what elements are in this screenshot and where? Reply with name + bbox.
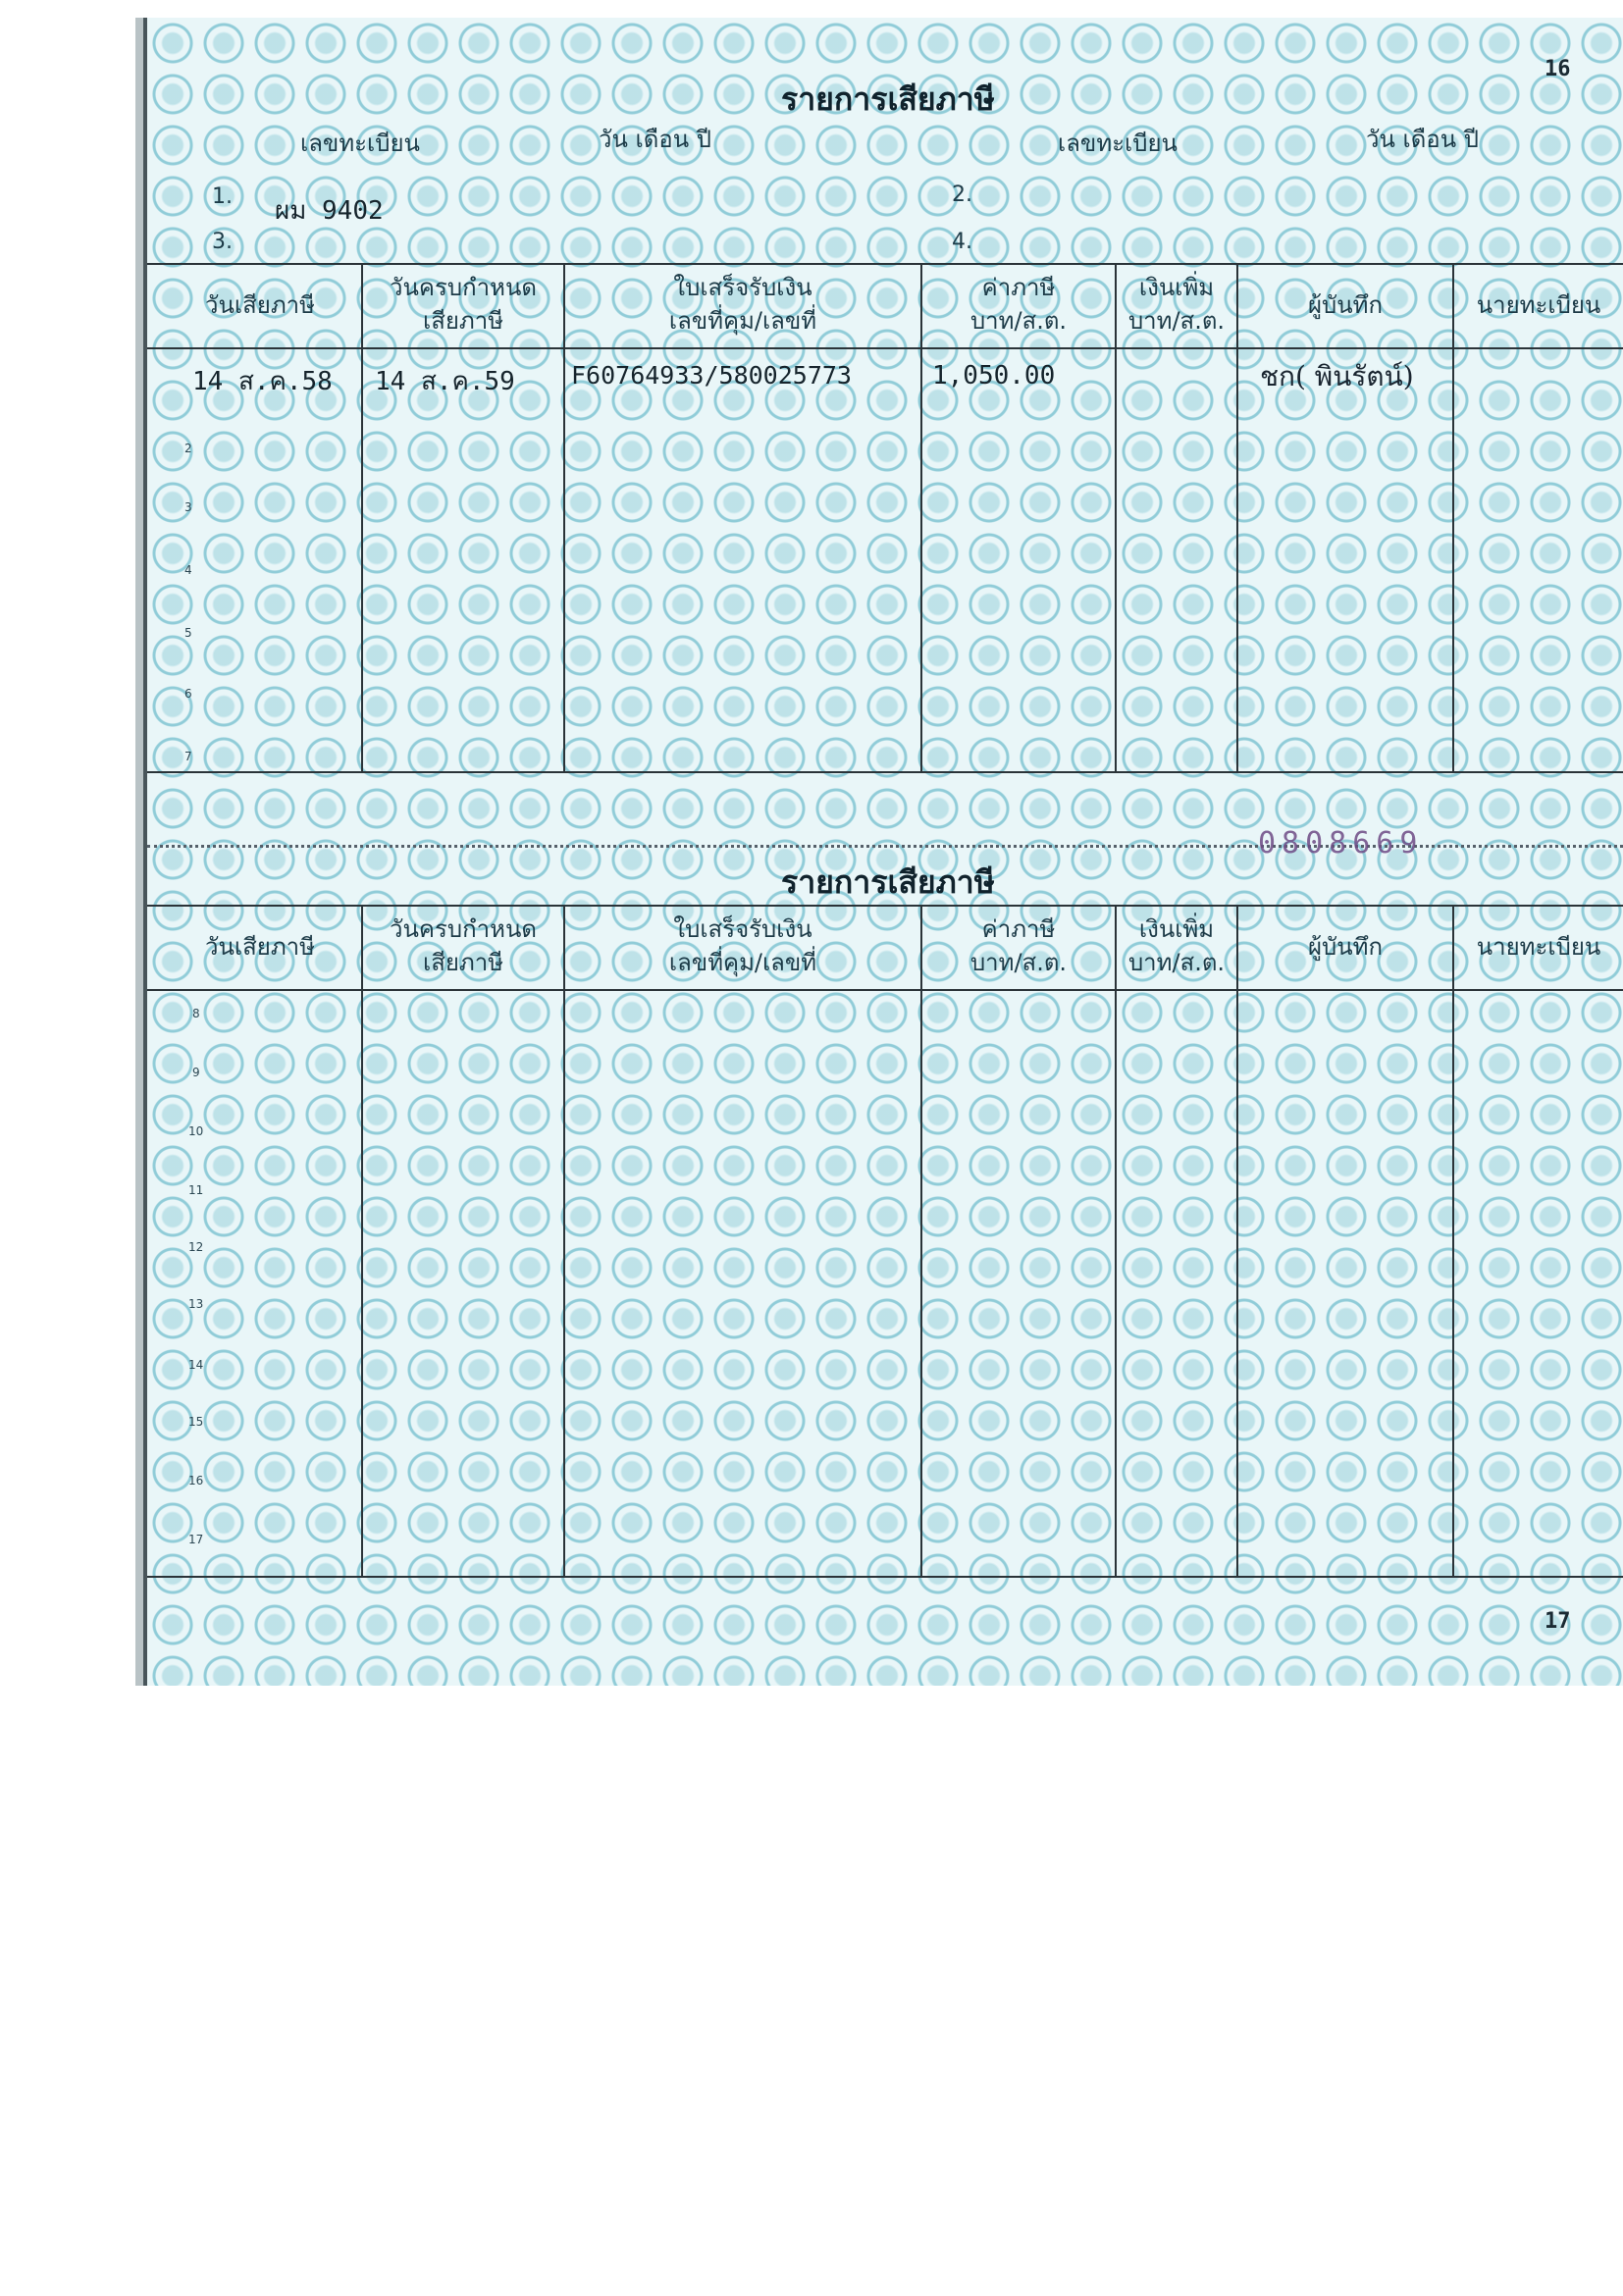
row-number: 2	[184, 442, 192, 455]
row-number: 12	[188, 1240, 204, 1254]
row-number: 15	[188, 1415, 204, 1429]
t1-col-tax-amount-header: ค่าภาษี บาท/ส.ต.	[969, 274, 1068, 335]
row-number: 8	[192, 1007, 200, 1020]
row-number: 11	[188, 1183, 204, 1197]
t1-col-receipt-header: ใบเสร็จรับเงิน เลขที่คุม/เลขที่	[668, 274, 817, 335]
reg-number-1: 1.	[212, 184, 233, 209]
t1-col-registrar-header: นายทะเบียน	[1476, 291, 1601, 319]
row-number: 17	[188, 1533, 204, 1546]
t1-col-due-date-header: วันครบกำหนด เสียภาษี	[390, 274, 537, 335]
t1-col-surcharge-header: เงินเพิ่ม บาท/ส.ต.	[1127, 274, 1226, 335]
table1-col-divider	[1115, 263, 1117, 773]
reg-label-left: เลขทะเบียน	[300, 130, 420, 157]
row-number: 6	[184, 687, 192, 701]
table2-col-divider	[361, 905, 363, 1578]
entry-due-date: 14 ส.ค.59	[375, 367, 515, 396]
table2-col-divider	[920, 905, 922, 1578]
table1-col-divider	[1452, 263, 1454, 773]
date-label-left: วัน เดือน ปี	[599, 126, 711, 153]
reg-number-3: 3.	[212, 230, 233, 254]
table2-bottom-rule	[147, 1576, 1623, 1578]
row-number: 16	[188, 1474, 204, 1487]
row-number: 3	[184, 500, 192, 514]
table2-header-rule	[147, 989, 1623, 991]
t2-col-recorder-header: ผู้บันทึก	[1307, 933, 1384, 961]
entry-tax-date: 14 ส.ค.58	[192, 367, 333, 396]
table1-col-divider	[920, 263, 922, 773]
row-number: 7	[184, 750, 192, 763]
row-number: 5	[184, 626, 192, 640]
t2-col-due-date-header: วันครบกำหนด เสียภาษี	[390, 915, 537, 976]
table1-bottom-rule	[147, 771, 1623, 773]
table2-col-divider	[1115, 905, 1117, 1578]
table1-col-divider	[361, 263, 363, 773]
row-number: 13	[188, 1297, 204, 1311]
table1-top-rule	[147, 263, 1623, 265]
row-number: 4	[184, 563, 192, 577]
table2-col-divider	[1236, 905, 1238, 1578]
row-number: 10	[188, 1124, 204, 1138]
reg-value-1: ผม 9402	[275, 196, 384, 226]
date-label-right: วัน เดือน ปี	[1366, 126, 1479, 153]
t2-col-receipt-header: ใบเสร็จรับเงิน เลขที่คุม/เลขที่	[668, 915, 817, 976]
t1-col-tax-date-header: วันเสียภาษี	[205, 291, 315, 319]
table2-top-rule	[147, 905, 1623, 907]
table2-col-divider	[563, 905, 565, 1578]
table2-col-divider	[1452, 905, 1454, 1578]
reg-number-4: 4.	[952, 230, 972, 254]
t1-col-recorder-header: ผู้บันทึก	[1307, 291, 1384, 319]
t2-col-tax-amount-header: ค่าภาษี บาท/ส.ต.	[969, 915, 1068, 976]
t2-col-tax-date-header: วันเสียภาษี	[205, 933, 315, 961]
reg-number-2: 2.	[952, 183, 972, 207]
page-number-top: 16	[1544, 57, 1571, 81]
reg-label-right: เลขทะเบียน	[1058, 130, 1178, 157]
row-number: 9	[192, 1066, 200, 1079]
section-title-bottom: รายการเสียภาษี	[781, 863, 995, 901]
section-title-top: รายการเสียภาษี	[781, 80, 995, 118]
row-number: 14	[188, 1358, 204, 1372]
table1-col-divider	[1236, 263, 1238, 773]
t2-col-registrar-header: นายทะเบียน	[1476, 933, 1601, 961]
table1-col-divider	[563, 263, 565, 773]
entry-receipt-number: F60764933/580025773	[571, 361, 852, 390]
entry-tax-amount: 1,050.00	[932, 361, 1056, 391]
page-number-bottom: 17	[1544, 1609, 1571, 1634]
t2-col-surcharge-header: เงินเพิ่ม บาท/ส.ต.	[1127, 915, 1226, 976]
serial-number: 0808669	[1258, 826, 1424, 861]
entry-recorder-signature: ชก( พินรัตน์)	[1260, 360, 1414, 392]
table1-header-rule	[147, 347, 1623, 349]
